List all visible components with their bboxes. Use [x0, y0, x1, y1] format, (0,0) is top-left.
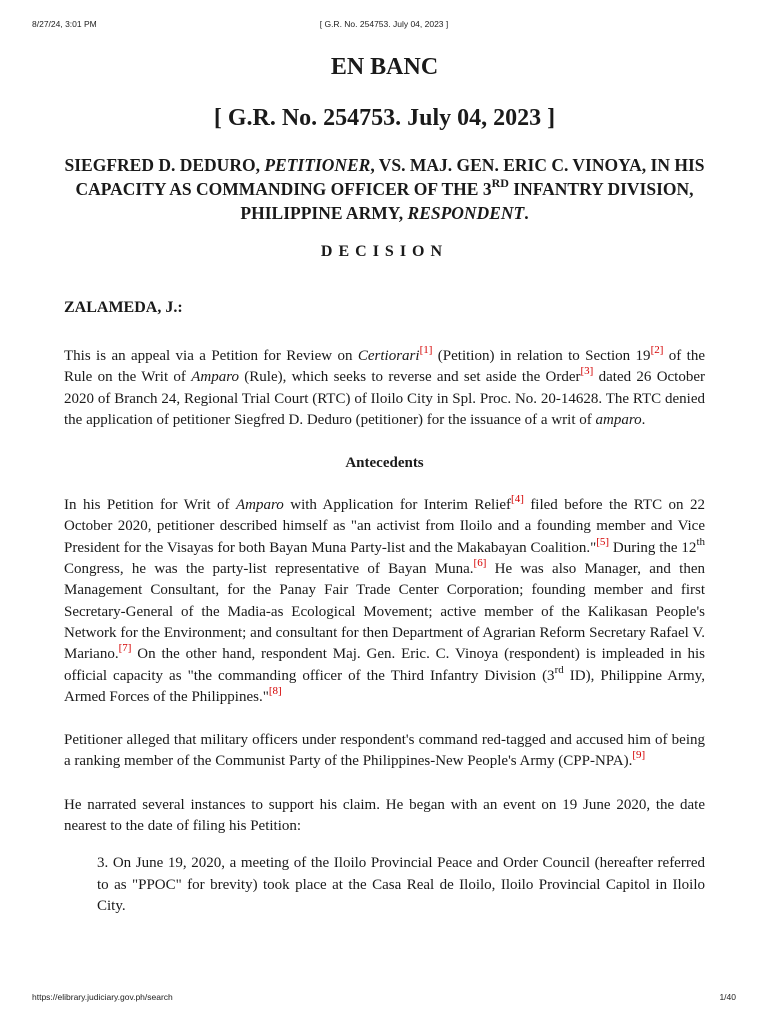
- text-run: He was also Manager, and then Management Consultant, for the Panay Fair Trade Center Corporation; founding member and first Secretary-General of the Madia-as Ecological Movement; active member of the Kalikasan People's Network for the Environment; and consultant for then Department of Agrarian Reform Secretary Rafael V. Mariano.: [64, 561, 705, 663]
- respondent-name: , VS. MAJ. GEN. ERIC C. VINOYA, IN HIS CAPACITY AS COMMANDING OFFICER OF THE 3: [75, 155, 705, 199]
- superscript: rd: [554, 663, 564, 676]
- footnote-link-3[interactable]: [3]: [580, 365, 594, 378]
- italic-term: Certiorari: [357, 348, 420, 364]
- petitioner-role: PETITIONER: [264, 155, 371, 175]
- text-run: filed before the RTC on 22 October 2020, petitioner described himself as "an activist from Iloilo and a founding member and Vice President for the Visayas for both Bayan Muna Party-list and the Makabayan Coalition.": [64, 497, 705, 556]
- text-run: 3. On June 19, 2020, a meeting of the Iloilo Provincial Peace and Order Council (hereafter referred to as "PPOC" for brevity) took place at the Casa Real de Iloilo, Iloilo Provincial Capitol in Iloilo City.: [97, 855, 705, 914]
- superscript: th: [696, 535, 705, 548]
- text-run: (Rule), which seeks to reverse and set aside the Order: [239, 369, 581, 386]
- text-run: This is an appeal via a Petition for Review on: [64, 348, 358, 364]
- footnote-link-2[interactable]: [2]: [650, 344, 664, 356]
- text-run: of the Rule on the Writ of: [64, 348, 705, 386]
- italic-term: Amparo: [191, 369, 239, 386]
- antecedents-heading: Antecedents: [345, 455, 424, 472]
- case-number: [ G.R. No. 254753. July 04, 2023 ]: [213, 105, 556, 131]
- text-run: On the other hand, respondent Maj. Gen. Eric. C. Vinoya (respondent) is impleaded in his official capacity as "the commanding officer of the Third Infantry Division (3: [64, 646, 705, 684]
- footnote-link-9[interactable]: [9]: [632, 749, 646, 762]
- text-run: He narrated several instances to support his claim. He began with an event on 19 June 2020, the date nearest to the date of filing his Petition:: [64, 796, 705, 835]
- text-run: .: [641, 411, 646, 428]
- text-run: In his Petition for Writ of: [64, 497, 237, 514]
- italic-term: Amparo: [236, 497, 284, 514]
- paragraph-narration: [64, 795, 705, 838]
- respondent-role: RESPONDENT: [407, 203, 525, 223]
- print-header: [0, 19, 768, 31]
- text-run: Petitioner alleged that military officers under respondent's command red-tagged and accused him of being a ranking member of the Communist Party of the Philippines-New People's Army (CPP-NPA).: [64, 732, 705, 770]
- text-run: dated 26 October 2020 of Branch 24, Regional Trial Court (RTC) of Iloilo City in Spl. Proc. No. 20-14628. The RTC denied the application of petitioner Siegfred D. Deduro (petitioner) for the issuance of a writ of: [64, 369, 705, 428]
- text-run: with Application for Interim Relief: [283, 497, 512, 514]
- court-division: EN BANC: [330, 54, 439, 80]
- footnote-link-6[interactable]: [6]: [473, 557, 487, 570]
- ponente: ZALAMEDA, J.:: [64, 299, 183, 316]
- print-title: [ G.R. No. 254753. July 04, 2023 ]: [319, 19, 449, 29]
- paragraph-petition: [64, 495, 705, 708]
- decision-document: [64, 52, 705, 917]
- petitioner-name: SIEGFRED D. DEDURO,: [64, 155, 260, 175]
- respondent-unit: INFANTRY DIVISION, PHILIPPINE ARMY,: [240, 179, 694, 223]
- parties-end: .: [524, 203, 529, 223]
- paragraph-allegation: [64, 730, 705, 773]
- footnote-link-1[interactable]: [1]: [419, 344, 433, 356]
- footnote-link-7[interactable]: [7]: [118, 642, 132, 655]
- decision-heading: DECISION: [320, 243, 449, 260]
- text-run: Congress, he was the party-list representative of Bayan Muna.: [64, 561, 474, 578]
- text-run: ID), Philippine Army, Armed Forces of the Philippines.": [64, 667, 705, 705]
- italic-term: amparo: [595, 411, 642, 428]
- block-quote: [97, 853, 705, 917]
- paragraph-intro: [64, 346, 705, 431]
- text-run: (Petition) in relation to Section 19: [432, 348, 651, 364]
- page-counter: 1/40: [719, 992, 736, 1002]
- case-parties: [64, 153, 705, 225]
- footnote-link-4[interactable]: [4]: [511, 493, 524, 506]
- print-datetime: 8/27/24, 3:01 PM: [32, 19, 97, 29]
- print-url: https://elibrary.judiciary.gov.ph/search: [32, 992, 173, 1002]
- ordinal-suffix: RD: [491, 176, 509, 190]
- print-footer: [0, 992, 768, 1004]
- footnote-link-5[interactable]: [5]: [596, 535, 610, 548]
- text-run: During the 12: [609, 539, 697, 556]
- footnote-link-8[interactable]: [8]: [268, 684, 282, 697]
